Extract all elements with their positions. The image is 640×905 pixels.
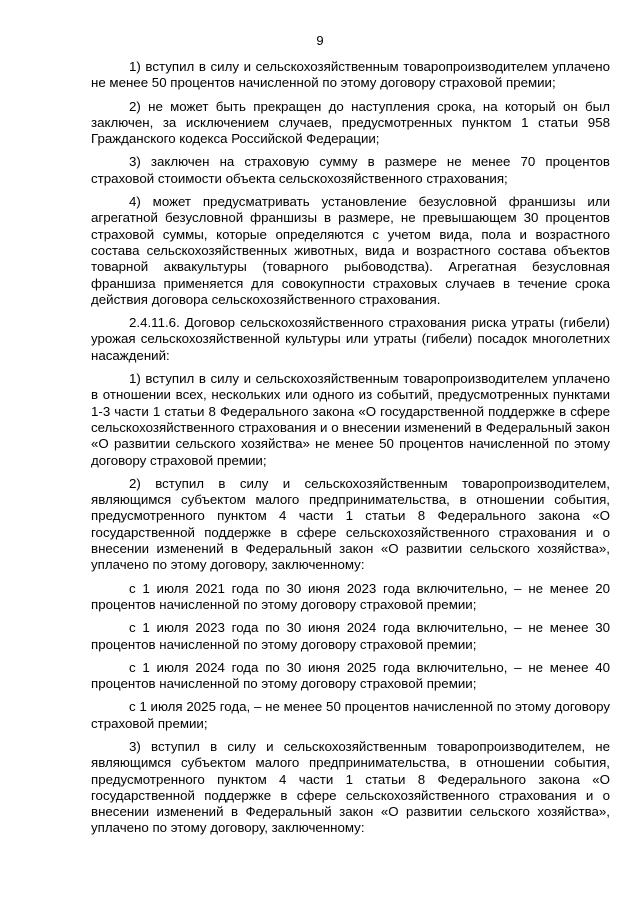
paragraph-item-3-insured-sum: 3) заключен на страховую сумму в размере не менее 70 процентов страховой стоимости объекта сельскохозяйственного страхования; <box>91 154 610 186</box>
paragraph-period-2023-2024: с 1 июля 2023 года по 30 июня 2024 года включительно, – не менее 30 процентов начисленной по этому договору страховой премии; <box>91 620 610 652</box>
paragraph-subitem-1-events: 1) вступил в силу и сельскохозяйственным товаропроизводителем уплачено в отношении всех, нескольких или одного из событий, предусмотренных пунктами 1-3 части 1 статьи 8 Федерального закона «О государственной поддержке в сфере сельскохозяйственного страхования и о внесении изменений в Федеральный закон «О развитии сельского хозяйства» не менее 50 процентов начисленной по этому договору страховой премии; <box>91 371 610 468</box>
paragraph-subitem-2-small-business: 2) вступил в силу и сельскохозяйственным товаропроизводителем, являющимся субъектом малого предпринимательства, в отношении события, предусмотренного пунктом 4 части 1 статьи 8 Федерального закона «О государственной поддержке в сфере сельскохозяйственного страхования и о внесении изменений в Федеральный закон «О развитии сельского хозяйства», уплачено по этому договору, заключенному: <box>91 475 610 573</box>
paragraph-clause-2-4-11-6: 2.4.11.6. Договор сельскохозяйственного страхования риска утраты (гибели) урожая сельскохозяйственной культуры или утраты (гибели) посадок многолетних насаждений: <box>91 315 610 363</box>
paragraph-period-2021-2023: с 1 июля 2021 года по 30 июня 2023 года включительно, – не менее 20 процентов начисленной по этому договору страховой премии; <box>91 580 610 612</box>
paragraph-subitem-3-non-small-business: 3) вступил в силу и сельскохозяйственным товаропроизводителем, не являющимся субъектом малого предпринимательства, в отношении события, предусмотренного пунктом 4 части 1 статьи 8 Федерального закона «О государственной поддержке в сфере сельскохозяйственного страхования и о внесении изменений в Федеральный закон «О развитии сельского хозяйства», уплачено по этому договору, заключенному: <box>91 738 610 836</box>
page-number: 9 <box>316 33 324 48</box>
document-body <box>91 59 610 844</box>
paragraph-item-1-payment: 1) вступил в силу и сельскохозяйственным товаропроизводителем уплачено не менее 50 процентов начисленной по этому договору страховой премии; <box>91 59 610 91</box>
paragraph-item-4-franchise: 4) может предусматривать установление безусловной франшизы или агрегатной безусловной франшизы в размере, не превышающем 30 процентов страховой суммы, которые определяются с учетом вида, пола и возрастного состава сельскохозяйственных животных, вида и возрастного состава объектов товарной аквакультуры (товарного рыбоводства). Агрегатная безусловная франшиза применяется для совокупности страховых случаев в течение срока действия договора сельскохозяйственного страхования. <box>91 194 610 307</box>
paragraph-period-from-2025: с 1 июля 2025 года, – не менее 50 процентов начисленной по этому договору страховой премии; <box>91 699 610 731</box>
paragraph-period-2024-2025: с 1 июля 2024 года по 30 июня 2025 года включительно, – не менее 40 процентов начисленной по этому договору страховой премии; <box>91 659 610 692</box>
paragraph-item-2-termination: 2) не может быть прекращен до наступления срока, на который он был заключен, за исключением случаев, предусмотренных пунктом 1 статьи 958 Гражданского кодекса Российской Федерации; <box>91 98 610 147</box>
